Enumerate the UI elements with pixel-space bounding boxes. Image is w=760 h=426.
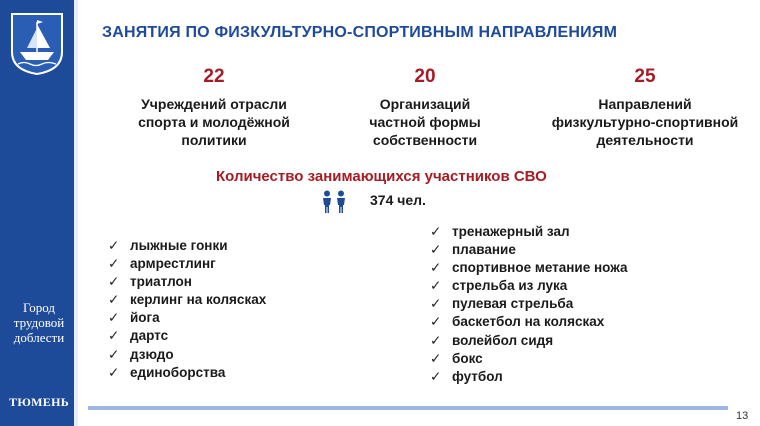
list-item-label: футбол bbox=[452, 368, 503, 384]
list-item-label: дартс bbox=[130, 328, 169, 344]
city-name: ТЮМЕНЬ bbox=[9, 395, 69, 409]
page-title: ЗАНЯТИЯ ПО ФИЗКУЛЬТУРНО-СПОРТИВНЫМ НАПРАВЛЕНИЯМ bbox=[102, 24, 618, 41]
check-icon: ✓ bbox=[108, 238, 120, 253]
list-item-label: бокс bbox=[452, 350, 483, 366]
check-icon: ✓ bbox=[430, 314, 442, 330]
stat-label-line: Направлений bbox=[598, 96, 692, 112]
stat-label bbox=[545, 95, 745, 149]
slogan-line: Город bbox=[22, 300, 56, 315]
svo-count: 374 чел. bbox=[370, 192, 426, 208]
list-item bbox=[108, 237, 266, 255]
list-item bbox=[108, 273, 266, 291]
list-item bbox=[430, 332, 627, 350]
check-icon: ✓ bbox=[108, 274, 120, 290]
stat-label bbox=[114, 95, 314, 149]
check-icon: ✓ bbox=[108, 328, 120, 344]
list-item bbox=[108, 364, 266, 382]
list-item-label: тренажерный зал bbox=[452, 224, 570, 239]
stat-label-line: физкультурно-спортивной bbox=[551, 114, 739, 130]
list-item bbox=[430, 295, 627, 313]
list-item-label: волейбол сидя bbox=[452, 332, 554, 348]
check-icon: ✓ bbox=[430, 368, 442, 384]
list-item-label: армрестлинг bbox=[130, 256, 216, 272]
list-item-label: керлинг на колясках bbox=[130, 292, 267, 308]
bottom-divider bbox=[88, 406, 728, 410]
stat-value: 20 bbox=[414, 66, 436, 87]
stat-label-line: частной формы bbox=[369, 114, 481, 130]
sports-list-right bbox=[430, 223, 627, 386]
stat-directions bbox=[545, 64, 745, 149]
list-item bbox=[108, 346, 266, 364]
check-icon: ✓ bbox=[430, 296, 442, 312]
list-item bbox=[430, 259, 627, 277]
page-number: 13 bbox=[736, 410, 749, 422]
coat-of-arms-ship-icon bbox=[10, 12, 64, 76]
list-item-label: триатлон bbox=[130, 274, 192, 290]
stat-label-line: деятельности bbox=[596, 132, 694, 148]
stat-label-line: собственности bbox=[372, 132, 478, 148]
stat-label bbox=[325, 95, 525, 149]
list-item bbox=[108, 309, 266, 327]
check-icon: ✓ bbox=[108, 310, 120, 326]
sports-list-left bbox=[108, 237, 266, 382]
list-item bbox=[430, 313, 627, 331]
stat-value: 22 bbox=[203, 66, 225, 87]
check-icon: ✓ bbox=[430, 278, 442, 294]
sidebar bbox=[0, 0, 78, 426]
list-item bbox=[430, 241, 627, 259]
stat-value: 25 bbox=[634, 66, 656, 87]
list-item-label: дзюдо bbox=[130, 346, 174, 362]
stat-label-line: Организаций bbox=[379, 96, 471, 112]
list-item bbox=[108, 291, 266, 309]
check-icon: ✓ bbox=[430, 260, 442, 276]
check-icon: ✓ bbox=[430, 224, 442, 239]
check-icon: ✓ bbox=[108, 292, 120, 308]
stat-label-line: Учреждений отрасли bbox=[141, 96, 287, 112]
list-item bbox=[430, 350, 627, 368]
list-item bbox=[430, 223, 627, 241]
list-item-label: пулевая стрельба bbox=[452, 296, 574, 312]
check-icon: ✓ bbox=[430, 350, 442, 366]
check-icon: ✓ bbox=[108, 364, 120, 380]
list-item-label: стрельба из лука bbox=[452, 278, 568, 294]
slogan-line: доблести bbox=[13, 330, 65, 345]
list-item bbox=[108, 327, 266, 345]
list-item-label: единоборства bbox=[130, 364, 226, 380]
slogan-line: трудовой bbox=[13, 315, 65, 330]
check-icon: ✓ bbox=[430, 242, 442, 258]
list-item bbox=[430, 368, 627, 386]
list-item-label: йога bbox=[130, 310, 160, 326]
stat-label-line: спорта и молодёжной bbox=[138, 114, 290, 130]
stat-institutions bbox=[114, 64, 314, 149]
svo-title: Количество занимающихся участников СВО bbox=[216, 168, 547, 185]
stat-private-organizations bbox=[325, 64, 525, 149]
list-item-label: плавание bbox=[452, 242, 516, 258]
check-icon: ✓ bbox=[108, 346, 120, 362]
list-item-label: лыжные гонки bbox=[130, 238, 228, 253]
stat-label-line: политики bbox=[181, 132, 247, 148]
list-item-label: баскетбол на колясках bbox=[452, 314, 605, 330]
list-item-label: спортивное метание ножа bbox=[452, 260, 628, 276]
list-item bbox=[108, 255, 266, 273]
list-item bbox=[430, 277, 627, 295]
check-icon: ✓ bbox=[108, 256, 120, 272]
check-icon: ✓ bbox=[430, 332, 442, 348]
people-icon bbox=[320, 190, 348, 214]
city-slogan bbox=[0, 300, 78, 345]
